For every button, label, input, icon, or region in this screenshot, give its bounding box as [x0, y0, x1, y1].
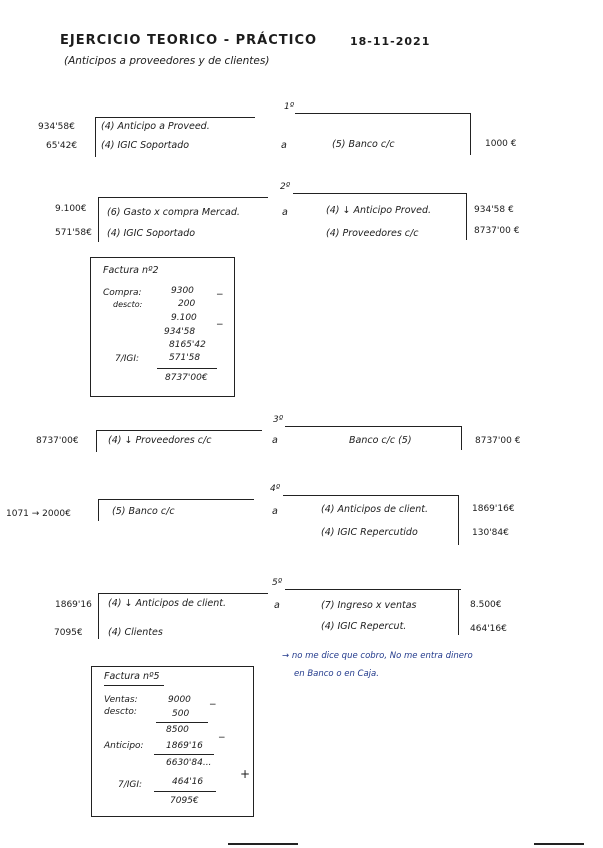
credit-bracket	[466, 194, 467, 240]
debit-account: (4) ↓ Anticipos de client.	[108, 598, 227, 609]
debit-bracket	[98, 593, 99, 639]
debit-amount: 934'58€	[38, 122, 75, 132]
credit-amount: 1869'16€	[472, 504, 515, 514]
credit-account: (5) Banco c/c	[332, 139, 395, 150]
entry-separator-line	[285, 589, 461, 590]
debit-bracket	[95, 117, 96, 157]
debit-bracket	[98, 197, 99, 242]
invoice-operator: −	[209, 700, 217, 710]
invoice-total: 8737'00€	[165, 373, 208, 383]
entry-number: 5º	[272, 578, 282, 588]
debit-amount: 7095€	[54, 628, 83, 638]
entry-number: 3º	[273, 415, 283, 425]
invoice-operator: −	[216, 290, 224, 300]
invoice-line-value: 6630'84...	[166, 758, 212, 768]
invoice-line-value: 934'58	[164, 327, 196, 337]
credit-amount: 8.500€	[470, 600, 502, 610]
invoice-line-label: descto:	[113, 300, 143, 309]
debit-account: (6) Gasto x compra Mercad.	[107, 207, 240, 218]
invoice-total-rule	[154, 791, 216, 792]
invoice-title: Factura nº2	[103, 265, 159, 276]
credit-amount: 8737'00 €	[474, 226, 520, 236]
invoice-operator: −	[216, 320, 224, 330]
debit-bracket	[96, 430, 97, 452]
invoice-operator: +	[240, 767, 251, 781]
entry-debit-line	[98, 593, 268, 594]
credit-bracket	[470, 113, 471, 155]
entry-number: 2º	[280, 182, 290, 192]
entry-separator-line	[285, 426, 461, 427]
debit-account: (5) Banco c/c	[112, 506, 175, 517]
debit-bracket	[98, 499, 99, 521]
invoice-line-label: Ventas:	[104, 695, 138, 705]
entry-debit-line	[95, 117, 255, 118]
entry-number: 1º	[284, 102, 294, 112]
invoice-line-value: 9.100	[171, 313, 197, 323]
credit-bracket	[458, 495, 459, 545]
credit-amount: 464'16€	[470, 624, 507, 634]
entry-debit-line	[98, 499, 254, 500]
invoice-line-value: 9300	[171, 286, 194, 296]
connector-a: a	[274, 600, 280, 611]
connector-a: a	[282, 207, 288, 218]
connector-a: a	[281, 140, 287, 151]
debit-account: (4) Clientes	[108, 627, 163, 638]
credit-amount: 1000 €	[485, 139, 517, 149]
debit-amount: 9.100€	[55, 204, 87, 214]
note-line-1: → no me dice que cobro, No me entra dinero	[282, 651, 473, 661]
page-edge-mark	[228, 843, 298, 845]
page-edge-mark	[534, 843, 584, 845]
invoice-line-label: descto:	[104, 707, 137, 717]
invoice-sum-rule	[154, 754, 214, 755]
exercise-date: 18-11-2021	[350, 35, 431, 48]
invoice-2-box	[90, 257, 235, 397]
invoice-sum-rule	[156, 722, 208, 723]
debit-amount: 65'42€	[46, 141, 78, 151]
debit-amount: 1071 → 2000€	[6, 509, 71, 519]
credit-bracket	[458, 589, 459, 635]
invoice-operator: −	[218, 733, 226, 743]
debit-amount: 8737'00€	[36, 436, 79, 446]
credit-account: (4) IGIC Repercut.	[321, 621, 407, 632]
debit-amount: 1869'16	[55, 600, 92, 610]
invoice-line-label: 7/IGI:	[115, 354, 140, 364]
credit-amount: 8737'00 €	[475, 436, 521, 446]
invoice-line-value: 8500	[166, 725, 189, 735]
invoice-title: Factura nº5	[104, 671, 160, 682]
invoice-line-value: 571'58	[169, 353, 201, 363]
credit-amount: 934'58 €	[474, 205, 514, 215]
entry-debit-line	[96, 430, 262, 431]
invoice-line-label: 7/IGI:	[118, 780, 143, 790]
invoice-total: 7095€	[170, 796, 199, 806]
credit-account: Banco c/c (5)	[349, 435, 412, 446]
credit-account: (7) Ingreso x ventas	[321, 600, 417, 611]
debit-account: (4) IGIC Soportado	[107, 228, 196, 239]
exercise-subtitle: (Anticipos a proveedores y de clientes)	[64, 55, 270, 67]
invoice-5-box	[91, 666, 254, 817]
invoice-line-label: Compra:	[103, 288, 142, 298]
credit-bracket	[461, 426, 462, 450]
invoice-line-value: 500	[172, 709, 190, 719]
invoice-line-value: 464'16	[172, 777, 204, 787]
entry-separator-line	[295, 113, 471, 114]
credit-amount: 130'84€	[472, 528, 509, 538]
entry-number: 4º	[270, 484, 280, 494]
connector-a: a	[272, 435, 278, 446]
credit-account: (4) Anticipos de client.	[321, 504, 429, 515]
invoice-line-value: 8165'42	[169, 340, 206, 350]
note-line-2: en Banco o en Caja.	[294, 669, 379, 679]
connector-a: a	[272, 506, 278, 517]
invoice-total-rule	[157, 368, 217, 369]
debit-account: (4) ↓ Proveedores c/c	[108, 435, 212, 446]
debit-amount: 571'58€	[55, 228, 92, 238]
invoice-line-value: 9000	[168, 695, 191, 705]
invoice-line-label: Anticipo:	[104, 741, 144, 751]
exercise-title: EJERCICIO TEORICO - PRÁCTICO	[60, 33, 318, 48]
credit-account: (4) Proveedores c/c	[326, 228, 419, 239]
debit-account: (4) IGIC Soportado	[101, 140, 190, 151]
invoice-line-value: 200	[178, 299, 196, 309]
debit-account: (4) Anticipo a Proveed.	[101, 121, 210, 132]
credit-account: (4) IGIC Repercutido	[321, 527, 418, 538]
entry-separator-line	[283, 495, 459, 496]
entry-debit-line	[98, 197, 268, 198]
entry-separator-line	[293, 193, 467, 194]
credit-account: (4) ↓ Anticipo Proved.	[326, 205, 432, 216]
invoice-title-underline	[104, 685, 164, 686]
invoice-line-value: 1869'16	[166, 741, 203, 751]
